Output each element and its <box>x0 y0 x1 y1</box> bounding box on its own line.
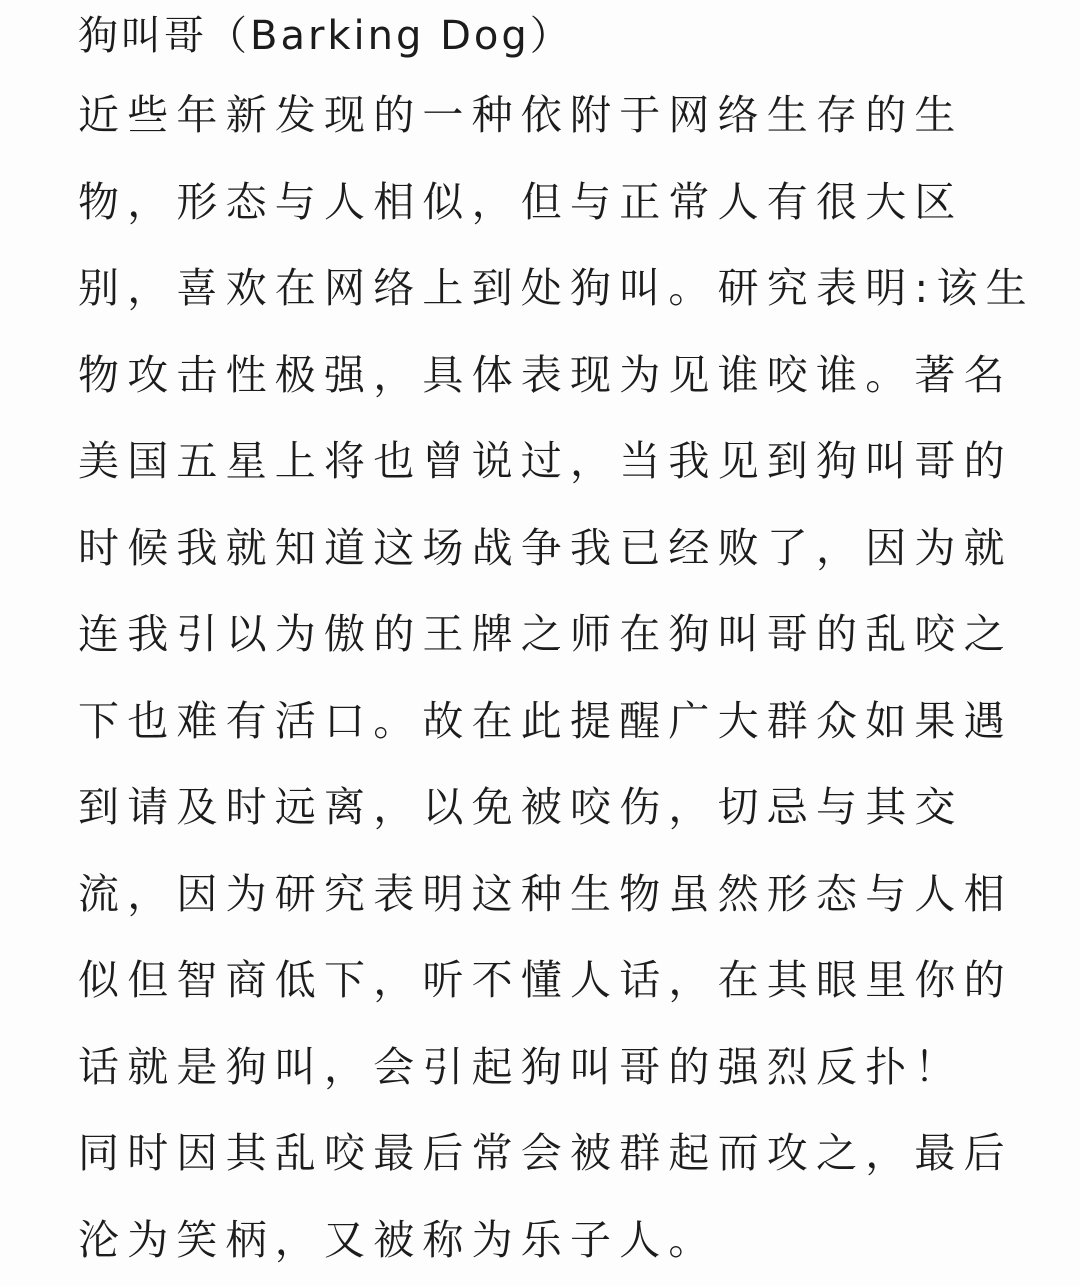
text-line: 下也难有活口。故在此提醒广大群众如果遇 <box>78 696 1013 745</box>
note-body <box>78 0 1035 1283</box>
text-line: 物攻击性极强，具体表现为见谁咬谁。著名 <box>78 350 1013 399</box>
text-line: 美国五星上将也曾说过，当我见到狗叫哥的 <box>78 437 1013 485</box>
text-line: 似但智商低下，听不懂人话，在其眼里你的 <box>78 956 1013 1004</box>
text-line: 时候我就知道这场战争我已经败了，因为就 <box>78 523 1013 572</box>
note-title: 狗叫哥（Barking Dog） <box>78 13 573 59</box>
text-line: 沦为笑柄，又被称为乐子人。 <box>78 1215 718 1264</box>
text-line: 话就是狗叫，会引起狗叫哥的强烈反扑！ <box>78 1042 964 1091</box>
text-line: 别，喜欢在网络上到处狗叫。研究表明:该生 <box>78 264 1035 312</box>
text-line: 到请及时远离，以免被咬伤，切忌与其交 <box>78 783 964 831</box>
text-line: 流，因为研究表明这种生物虽然形态与人相 <box>78 869 1013 918</box>
text-line: 近些年新发现的一种依附于网络生存的生 <box>78 91 964 139</box>
text-line: 同时因其乱咬最后常会被群起而攻之，最后 <box>78 1129 1013 1177</box>
text-line: 物，形态与人相似，但与正常人有很大区 <box>78 177 964 226</box>
text-line: 连我引以为傲的王牌之师在狗叫哥的乱咬之 <box>78 610 1013 658</box>
